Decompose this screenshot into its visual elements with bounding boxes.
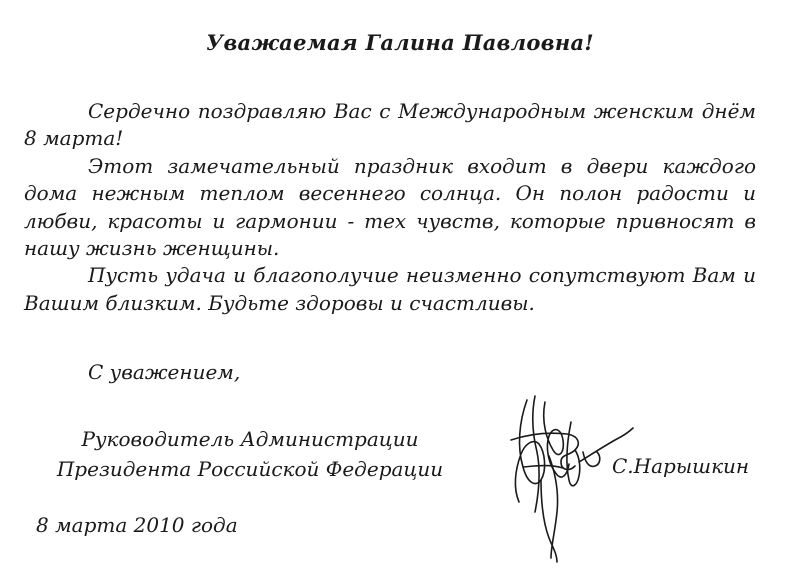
letter-greeting: Уважаемая Галина Павловна!	[206, 30, 594, 55]
letter-date: 8 марта 2010 года	[36, 513, 238, 537]
letter-closing: С уважением,	[88, 360, 241, 384]
signer-position	[50, 424, 450, 484]
signature-icon	[505, 392, 635, 567]
letter-body	[24, 98, 756, 317]
letter-paragraph: Пусть удача и благополучие неизменно сопутствуют Вам и Вашим близким. Будьте здоровы и счастливы.	[24, 263, 756, 315]
letter-paragraph: Этот замечательный праздник входит в двери каждого дома нежным теплом весеннего солнца. Он полон радости и любви, красоты и гармонии - тех чувств, которые привносят в нашу жизнь женщины.	[24, 153, 756, 261]
signer-name: С.Нарышкин	[612, 454, 750, 478]
signer-position-line: Президента Российской Федерации	[56, 457, 444, 481]
letter-paragraph: Сердечно поздравляю Вас с Международным женским днём 8 марта!	[24, 99, 756, 151]
signer-position-line: Руководитель Администрации	[81, 427, 419, 451]
